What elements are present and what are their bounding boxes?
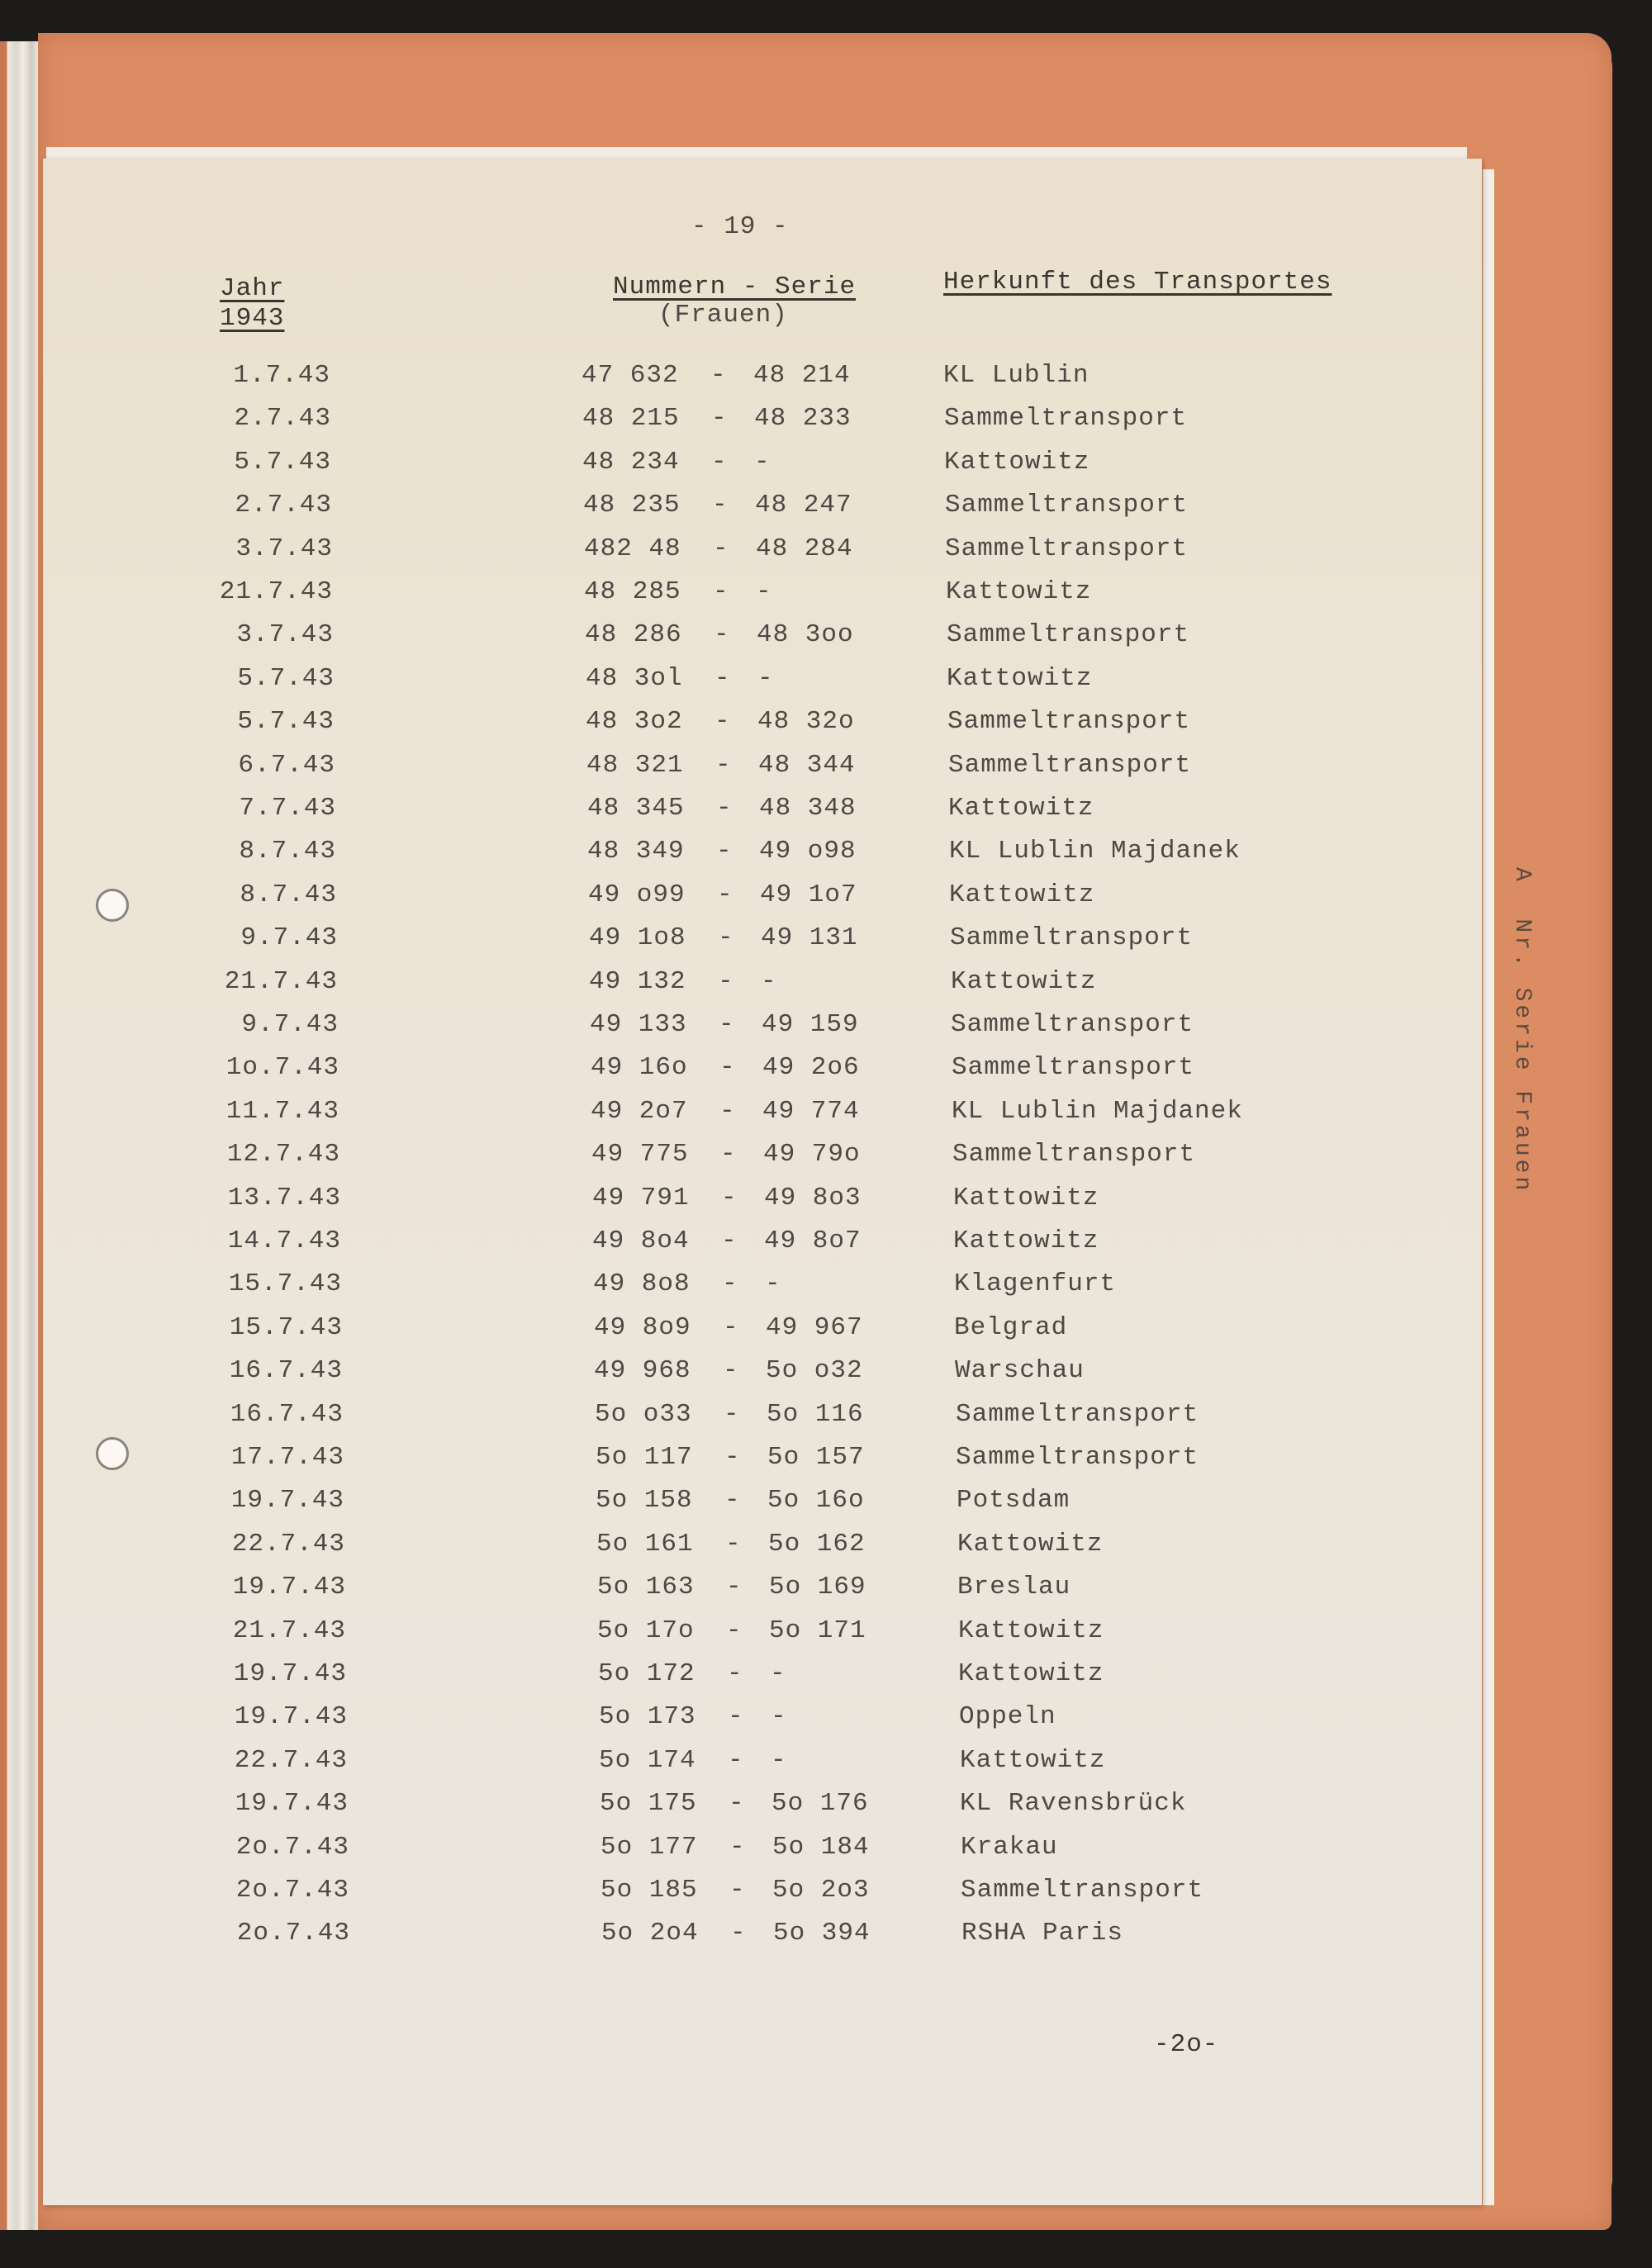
row-date: 21.7.43 xyxy=(224,966,338,996)
row-origin: Sammeltransport xyxy=(945,491,1189,520)
row-origin: Kattowitz xyxy=(953,1227,1099,1255)
row-number-to: 5o 394 xyxy=(773,1919,871,1948)
row-date: 16.7.43 xyxy=(230,1399,344,1429)
table-row xyxy=(43,794,1482,827)
row-number-to: 5o 171 xyxy=(769,1616,866,1645)
row-origin: Krakau xyxy=(961,1832,1058,1862)
row-origin: Oppeln xyxy=(959,1702,1056,1732)
row-range-dash: - xyxy=(726,1573,743,1602)
row-date: 22.7.43 xyxy=(231,1529,345,1559)
row-origin: Sammeltransport xyxy=(961,1876,1204,1905)
table-row xyxy=(43,1227,1482,1260)
row-number-to: - xyxy=(757,663,774,693)
table-row xyxy=(43,664,1482,697)
row-origin: KL Ravensbrück xyxy=(960,1789,1187,1819)
row-origin: Sammeltransport xyxy=(951,1010,1194,1039)
row-date: 9.7.43 xyxy=(241,1010,339,1039)
row-number-to: 49 774 xyxy=(762,1096,860,1126)
document-page xyxy=(43,159,1482,2205)
table-row xyxy=(43,1184,1482,1217)
table-row xyxy=(43,1616,1482,1649)
binder-page-edges xyxy=(0,41,38,2230)
table-row xyxy=(43,1140,1482,1173)
row-range-dash: - xyxy=(722,1269,738,1299)
row-number-from: 49 2o7 xyxy=(591,1096,688,1126)
row-number-from: 48 3ol xyxy=(586,663,683,693)
row-number-to: 49 79o xyxy=(763,1140,861,1170)
row-number-from: 48 286 xyxy=(585,620,682,650)
table-row xyxy=(43,1356,1482,1389)
row-range-dash: - xyxy=(719,1096,736,1126)
table-row xyxy=(43,1702,1482,1735)
row-number-to: 5o 184 xyxy=(772,1832,870,1862)
row-range-dash: - xyxy=(711,404,728,434)
row-range-dash: - xyxy=(711,447,728,477)
row-number-from: 49 16o xyxy=(591,1053,688,1083)
row-number-from: 48 285 xyxy=(584,577,681,606)
row-date: 8.7.43 xyxy=(239,837,336,866)
row-range-dash: - xyxy=(713,534,729,563)
row-origin: Sammeltransport xyxy=(952,1140,1196,1170)
row-number-to: 5o o32 xyxy=(766,1356,863,1386)
row-date: 21.7.43 xyxy=(232,1616,346,1645)
row-range-dash: - xyxy=(724,1443,741,1472)
row-number-to: 48 233 xyxy=(754,404,852,434)
row-origin: Kattowitz xyxy=(957,1529,1104,1559)
row-range-dash: - xyxy=(725,1529,742,1559)
row-date: 5.7.43 xyxy=(237,663,335,693)
row-date: 2o.7.43 xyxy=(235,1876,349,1905)
row-origin: Kattowitz xyxy=(960,1745,1106,1775)
row-range-dash: - xyxy=(728,1745,744,1775)
row-range-dash: - xyxy=(720,1140,737,1170)
row-origin: Sammeltransport xyxy=(956,1443,1199,1472)
row-origin: Kattowitz xyxy=(953,1183,1099,1212)
row-range-dash: - xyxy=(729,1876,746,1905)
table-row xyxy=(43,404,1482,437)
row-range-dash: - xyxy=(723,1356,739,1386)
row-range-dash: - xyxy=(716,794,733,823)
table-row xyxy=(43,837,1482,870)
row-number-from: 49 8o8 xyxy=(593,1269,691,1299)
table-row xyxy=(43,1876,1482,1909)
table-row xyxy=(43,1530,1482,1563)
row-number-from: 48 215 xyxy=(582,404,680,434)
folder-side-label: A Nr. Serie Frauen xyxy=(1509,867,1535,1194)
row-number-to: 5o 169 xyxy=(769,1573,866,1602)
row-number-to: 5o 162 xyxy=(768,1529,866,1559)
row-range-dash: - xyxy=(729,1832,746,1862)
row-number-from: 49 1o8 xyxy=(589,923,686,953)
row-range-dash: - xyxy=(713,577,729,606)
header-herkunft: Herkunft des Transportes xyxy=(943,268,1332,297)
row-number-from: 49 791 xyxy=(592,1183,690,1212)
row-number-from: 482 48 xyxy=(584,534,681,563)
row-number-to: 49 8o7 xyxy=(764,1227,862,1255)
row-number-to: 5o 116 xyxy=(767,1399,864,1429)
row-number-from: 5o 175 xyxy=(600,1789,697,1819)
row-date: 3.7.43 xyxy=(235,534,333,563)
row-number-from: 49 8o9 xyxy=(594,1312,691,1342)
table-row xyxy=(43,923,1482,956)
row-number-from: 48 321 xyxy=(586,750,684,780)
row-date: 11.7.43 xyxy=(225,1096,339,1126)
row-origin: Sammeltransport xyxy=(945,534,1189,563)
row-number-to: 48 247 xyxy=(755,491,852,520)
row-number-from: 49 133 xyxy=(590,1010,687,1039)
row-range-dash: - xyxy=(714,707,731,737)
table-row xyxy=(43,1097,1482,1130)
row-number-from: 5o 158 xyxy=(596,1486,693,1516)
row-date: 19.7.43 xyxy=(230,1486,344,1516)
row-number-from: 47 632 xyxy=(582,361,679,390)
row-origin: Sammeltransport xyxy=(956,1399,1199,1429)
table-row xyxy=(43,1486,1482,1519)
row-origin: KL Lublin xyxy=(943,361,1089,390)
row-origin: Kattowitz xyxy=(958,1616,1104,1645)
table-row xyxy=(43,448,1482,481)
row-range-dash: - xyxy=(712,491,729,520)
row-number-to: 49 967 xyxy=(766,1312,863,1342)
row-origin: Kattowitz xyxy=(958,1659,1104,1688)
row-date: 7.7.43 xyxy=(239,794,336,823)
row-origin: Sammeltransport xyxy=(947,707,1191,737)
row-number-to: 5o 176 xyxy=(771,1789,869,1819)
row-number-from: 5o 161 xyxy=(596,1529,694,1559)
row-number-from: 48 345 xyxy=(587,794,685,823)
row-date: 3.7.43 xyxy=(236,620,334,650)
row-range-dash: - xyxy=(728,1702,744,1732)
row-number-from: 49 o99 xyxy=(588,880,686,909)
row-origin: Klagenfurt xyxy=(954,1269,1117,1299)
row-origin: Sammeltransport xyxy=(950,923,1194,953)
row-number-to: - xyxy=(756,577,772,606)
row-number-from: 48 3o2 xyxy=(586,707,683,737)
row-number-from: 49 968 xyxy=(594,1356,691,1386)
row-range-dash: - xyxy=(730,1919,747,1948)
row-number-from: 49 132 xyxy=(589,966,686,996)
row-number-from: 5o 185 xyxy=(601,1876,698,1905)
row-range-dash: - xyxy=(721,1183,738,1212)
row-origin: Breslau xyxy=(957,1573,1071,1602)
row-date: 19.7.43 xyxy=(235,1789,349,1819)
row-number-to: 49 131 xyxy=(761,923,858,953)
row-number-from: 49 8o4 xyxy=(592,1227,690,1255)
row-origin: RSHA Paris xyxy=(961,1919,1124,1948)
row-number-from: 5o 2o4 xyxy=(601,1919,699,1948)
row-number-to: 48 348 xyxy=(759,794,857,823)
row-origin: Kattowitz xyxy=(946,577,1092,606)
table-row xyxy=(43,1746,1482,1779)
row-number-to: 49 1o7 xyxy=(760,880,857,909)
row-origin: Sammeltransport xyxy=(948,750,1192,780)
row-number-to: 5o 157 xyxy=(767,1443,865,1472)
row-origin: Sammeltransport xyxy=(944,404,1188,434)
row-number-to: 48 214 xyxy=(753,361,851,390)
row-number-from: 5o 117 xyxy=(596,1443,693,1472)
row-number-from: 5o 177 xyxy=(601,1832,698,1862)
table-row xyxy=(43,707,1482,740)
row-number-to: - xyxy=(771,1702,787,1732)
row-range-dash: - xyxy=(726,1616,743,1645)
row-range-dash: - xyxy=(717,880,733,909)
row-origin: Belgrad xyxy=(954,1312,1068,1342)
row-date: 1o.7.43 xyxy=(225,1053,339,1083)
row-number-from: 48 234 xyxy=(582,447,680,477)
row-range-dash: - xyxy=(729,1789,745,1819)
row-number-to: 48 3oo xyxy=(757,620,854,650)
row-number-to: 48 32o xyxy=(757,707,855,737)
row-range-dash: - xyxy=(723,1312,739,1342)
row-origin: Warschau xyxy=(955,1356,1085,1386)
row-number-from: 5o 17o xyxy=(597,1616,695,1645)
row-number-to: 49 o98 xyxy=(759,837,857,866)
header-year: 1943 xyxy=(220,304,285,333)
row-range-dash: - xyxy=(718,923,734,953)
table-row xyxy=(43,967,1482,1000)
row-range-dash: - xyxy=(714,663,731,693)
row-range-dash: - xyxy=(715,750,732,780)
table-row xyxy=(43,1053,1482,1086)
table-row xyxy=(43,751,1482,784)
row-number-from: 5o 172 xyxy=(598,1659,695,1688)
row-origin: Kattowitz xyxy=(948,794,1094,823)
row-range-dash: - xyxy=(727,1659,743,1688)
table-row xyxy=(43,880,1482,913)
row-range-dash: - xyxy=(721,1227,738,1255)
table-row xyxy=(43,1010,1482,1043)
table-row xyxy=(43,361,1482,394)
row-origin: KL Lublin Majdanek xyxy=(949,837,1241,866)
row-origin: Sammeltransport xyxy=(947,620,1190,650)
row-date: 15.7.43 xyxy=(229,1312,343,1342)
row-origin: Kattowitz xyxy=(949,880,1095,909)
table-row xyxy=(43,1400,1482,1433)
row-range-dash: - xyxy=(716,837,733,866)
next-page-marker: -2o- xyxy=(1154,2030,1219,2059)
row-number-to: 48 284 xyxy=(756,534,853,563)
row-number-from: 5o o33 xyxy=(595,1399,692,1429)
row-number-from: 48 235 xyxy=(583,491,681,520)
row-range-dash: - xyxy=(719,1010,735,1039)
row-number-to: 5o 16o xyxy=(767,1486,865,1516)
row-date: 5.7.43 xyxy=(237,707,335,737)
table-row xyxy=(43,1269,1482,1302)
page-number: - 19 - xyxy=(691,212,789,241)
row-origin: Sammeltransport xyxy=(952,1053,1195,1083)
row-range-dash: - xyxy=(719,1053,736,1083)
row-number-from: 5o 174 xyxy=(599,1745,696,1775)
row-date: 8.7.43 xyxy=(240,880,337,909)
row-number-to: - xyxy=(765,1269,781,1299)
row-number-to: 5o 2o3 xyxy=(772,1876,870,1905)
row-number-to: 49 8o3 xyxy=(764,1183,862,1212)
row-number-to: - xyxy=(761,966,777,996)
row-origin: KL Lublin Majdanek xyxy=(952,1096,1243,1126)
row-date: 16.7.43 xyxy=(229,1356,343,1386)
row-number-to: - xyxy=(770,1659,786,1688)
row-number-from: 49 775 xyxy=(591,1140,689,1170)
header-frauen: (Frauen) xyxy=(658,301,788,330)
row-range-dash: - xyxy=(718,966,734,996)
table-row xyxy=(43,534,1482,567)
table-row xyxy=(43,620,1482,653)
table-row xyxy=(43,577,1482,610)
header-jahr: Jahr xyxy=(220,274,285,303)
row-origin: Potsdam xyxy=(957,1486,1070,1516)
row-date: 19.7.43 xyxy=(233,1659,347,1688)
row-number-to: - xyxy=(771,1745,787,1775)
row-number-to: 48 344 xyxy=(758,750,856,780)
table-row xyxy=(43,1443,1482,1476)
row-range-dash: - xyxy=(710,361,727,390)
row-range-dash: - xyxy=(714,620,730,650)
row-number-to: 49 159 xyxy=(762,1010,859,1039)
row-origin: Kattowitz xyxy=(951,966,1097,996)
row-date: 6.7.43 xyxy=(238,750,335,780)
row-date: 2.7.43 xyxy=(235,491,332,520)
row-number-to: - xyxy=(754,447,771,477)
table-row xyxy=(43,1833,1482,1866)
table-row xyxy=(43,1573,1482,1606)
row-number-from: 48 349 xyxy=(587,837,685,866)
row-date: 9.7.43 xyxy=(240,923,338,953)
table-row xyxy=(43,1659,1482,1692)
row-date: 2o.7.43 xyxy=(236,1919,350,1948)
row-date: 19.7.43 xyxy=(232,1573,346,1602)
table-row xyxy=(43,1919,1482,1952)
row-date: 5.7.43 xyxy=(234,447,331,477)
row-number-from: 5o 163 xyxy=(597,1573,695,1602)
row-origin: Kattowitz xyxy=(947,663,1093,693)
row-range-dash: - xyxy=(724,1399,740,1429)
row-range-dash: - xyxy=(724,1486,741,1516)
row-date: 13.7.43 xyxy=(227,1183,341,1212)
row-date: 12.7.43 xyxy=(226,1140,340,1170)
row-date: 21.7.43 xyxy=(219,577,333,606)
table-row xyxy=(43,491,1482,524)
sheet-edge xyxy=(1483,169,1494,2205)
row-origin: Kattowitz xyxy=(944,447,1090,477)
row-date: 2o.7.43 xyxy=(235,1832,349,1862)
header-nummern-serie: Nummern - Serie xyxy=(613,273,857,301)
table-row xyxy=(43,1313,1482,1346)
row-date: 17.7.43 xyxy=(230,1443,344,1472)
row-date: 19.7.43 xyxy=(234,1702,348,1732)
row-date: 2.7.43 xyxy=(234,404,331,434)
row-date: 1.7.43 xyxy=(233,361,330,390)
row-date: 14.7.43 xyxy=(227,1227,341,1255)
row-date: 22.7.43 xyxy=(234,1745,348,1775)
row-number-to: 49 2o6 xyxy=(762,1053,860,1083)
row-date: 15.7.43 xyxy=(228,1269,342,1299)
table-row xyxy=(43,1789,1482,1822)
row-number-from: 5o 173 xyxy=(599,1702,696,1732)
